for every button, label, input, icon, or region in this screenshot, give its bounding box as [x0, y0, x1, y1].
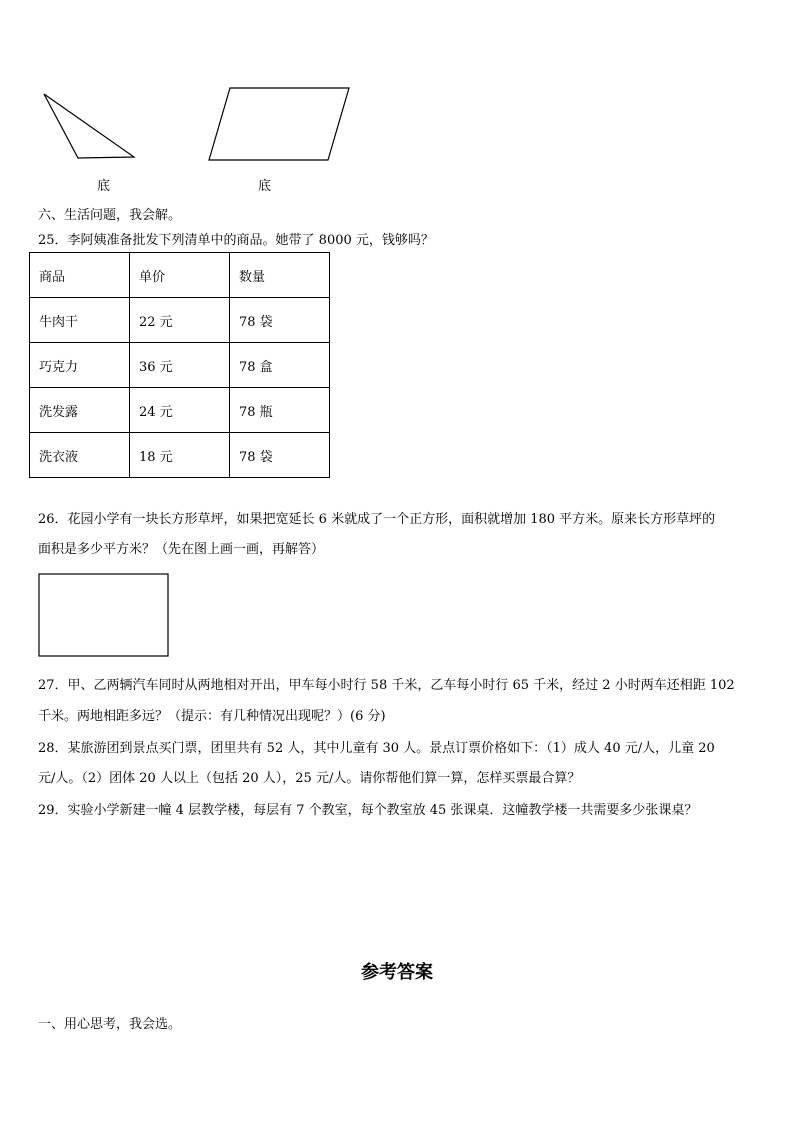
triangle-shape [44, 94, 134, 158]
table-cell: 洗发露 [30, 388, 130, 433]
table-row [30, 298, 330, 343]
table-cell: 78 盒 [230, 343, 330, 388]
goods-table [29, 252, 330, 478]
q26-line2: 面积是多少平方米？（先在图上画一画，再解答） [38, 542, 325, 557]
table-cell: 78 袋 [230, 433, 330, 478]
table-row [30, 388, 330, 433]
parallelogram-shape [209, 88, 349, 160]
q27-line2: 千米。两地相距多远？（提示：有几种情况出现呢？）(6 分) [38, 709, 386, 724]
q28-line1: 28．某旅游团到景点买门票，团里共有 52 人，其中儿童有 30 人。景点订票价格如下：（1）成人 40 元/人，儿童 20 [38, 741, 715, 756]
answers-title: 参考答案 [361, 962, 433, 983]
table-cell: 78 袋 [230, 298, 330, 343]
table-cell: 18 元 [130, 433, 230, 478]
triangle-base-label: 底 [97, 179, 111, 194]
table-header-row [30, 253, 330, 298]
table-cell: 22 元 [130, 298, 230, 343]
table-cell: 36 元 [130, 343, 230, 388]
q29-text: 29．实验小学新建一幢 4 层教学楼，每层有 7 个教室，每个教室放 45 张课桌．这幢教学楼一共需要多少张课桌？ [38, 803, 698, 818]
table-cell: 巧克力 [30, 343, 130, 388]
section6-heading: 六、生活问题，我会解。 [38, 208, 182, 223]
q28-line2: 元/人。（2）团体 20 人以上（包括 20 人），25 元/人。请你帮他们算一算，怎样买票最合算？ [38, 771, 581, 786]
table-header-cell: 数量 [230, 253, 330, 298]
answers-section1: 一、用心思考，我会选。 [38, 1017, 182, 1032]
q26-line1: 26．花园小学有一块长方形草坪，如果把宽延长 6 米就成了一个正方形，面积就增加 180 平方米。原来长方形草坪的 [38, 512, 716, 527]
table-row [30, 343, 330, 388]
parallelogram-base-label: 底 [258, 179, 272, 194]
table-cell: 洗衣液 [30, 433, 130, 478]
q25-text: 25．李阿姨准备批发下列清单中的商品。她带了 8000 元，钱够吗？ [38, 233, 434, 248]
table-header-cell: 单价 [130, 253, 230, 298]
table-header-cell: 商品 [30, 253, 130, 298]
lawn-rectangle [39, 574, 168, 656]
table-cell: 牛肉干 [30, 298, 130, 343]
q27-line1: 27．甲、乙两辆汽车同时从两地相对开出，甲车每小时行 58 千米，乙车每小时行 65 千米，经过 2 小时两车还相距 102 [38, 678, 735, 693]
table-row [30, 433, 330, 478]
table-cell: 78 瓶 [230, 388, 330, 433]
table-cell: 24 元 [130, 388, 230, 433]
